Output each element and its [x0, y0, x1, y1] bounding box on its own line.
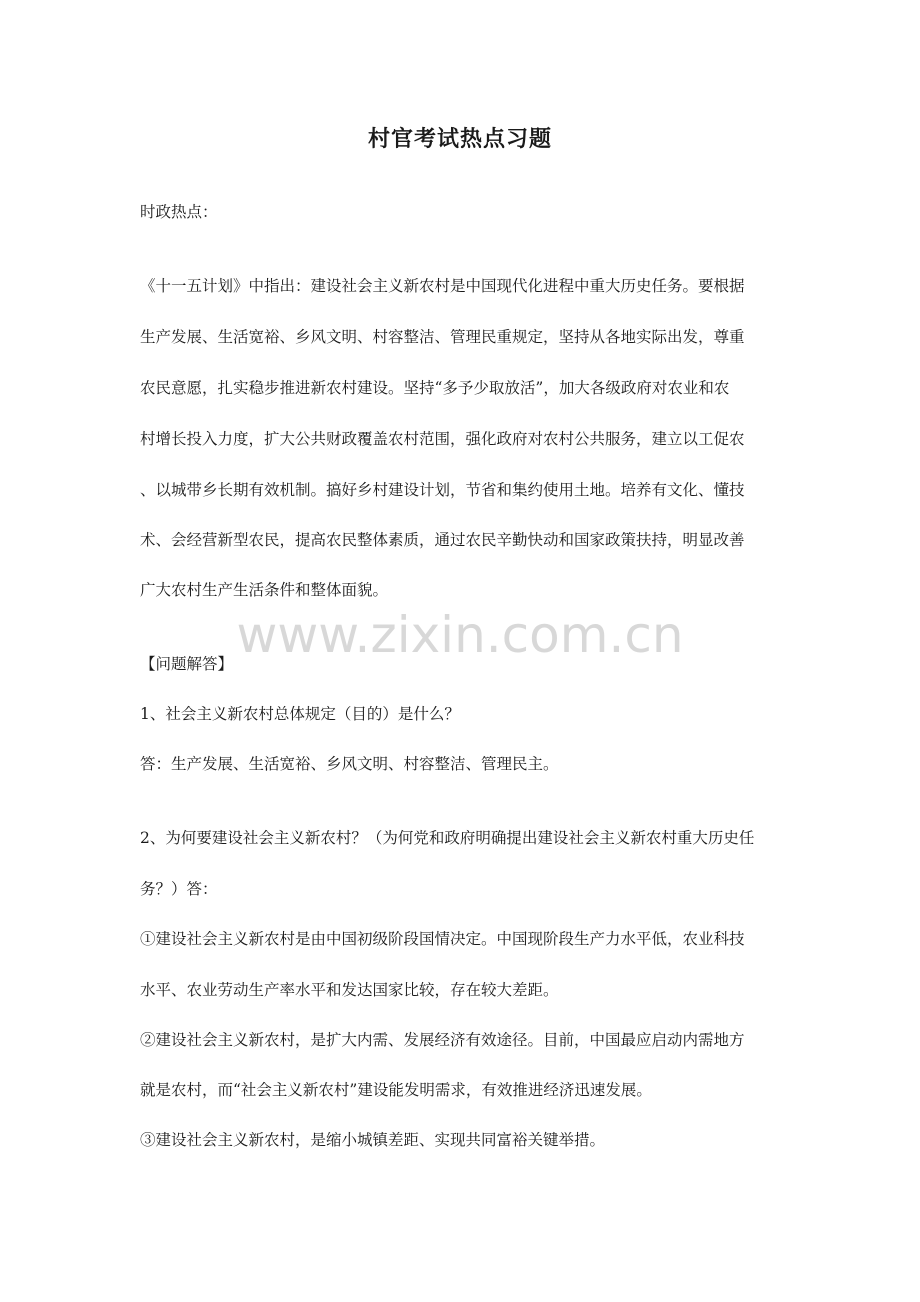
page-title: 村官考试热点习题: [367, 127, 552, 152]
answer-2-line: ③建设社会主义新农村，是缩小城镇差距、实现共同富裕关键举措。: [140, 1131, 606, 1149]
answer-2-line: ①建设社会主义新农村是由中国初级阶段国情决定。中国现阶段生产力水平低，农业科技: [140, 930, 745, 948]
question-2-line: 2、为何要建设社会主义新农村？（为何党和政府明确提出建设社会主义新农村重大历史任: [140, 829, 755, 847]
paragraph-line: 、以城带乡长期有效机制。搞好乡村建设计划，节省和集约使用土地。培养有文化、懂技: [140, 481, 745, 499]
paragraph-line: 《十一五计划》中指出：建设社会主义新农村是中国现代化进程中重大历史任务。要根据: [140, 277, 745, 295]
question-1: 1、社会主义新农村总体规定（目的）是什么？: [140, 705, 460, 723]
paragraph-line: 村增长投入力度，扩大公共财政覆盖农村范围，强化政府对农村公共服务，建立以工促农: [140, 430, 745, 448]
answer-2-line: 水平、农业劳动生产率水平和发达国家比较，存在较大差距。: [140, 981, 559, 999]
paragraph-line: 生产发展、生活宽裕、乡风文明、村容整洁、管理民重规定，坚持从各地实际出发，尊重: [140, 328, 745, 346]
qa-heading: 【问题解答】: [140, 655, 234, 673]
answer-1: 答：生产发展、生活宽裕、乡风文明、村容整洁、管理民主。: [140, 755, 559, 773]
paragraph-line: 农民意愿，扎实稳步推进新农村建设。坚持“多予少取放活”，加大各级政府对农业和农: [140, 379, 730, 397]
paragraph-line: 广大农村生产生活条件和整体面貌。: [140, 581, 389, 599]
section-label: 时政热点：: [140, 203, 218, 221]
answer-2-line: 就是农村，而“社会主义新农村”建设能发明需求，有效推进经济迅速发展。: [140, 1081, 652, 1099]
paragraph-line: 术、会经营新型农民，提高农民整体素质，通过农民辛勤快动和国家政策扶持，明显改善: [140, 531, 745, 549]
watermark: www.zixin.com.cn: [236, 606, 684, 664]
question-2-line: 务？）答：: [140, 880, 218, 898]
answer-2-line: ②建设社会主义新农村，是扩大内需、发展经济有效途径。目前，中国最应启动内需地方: [140, 1031, 745, 1049]
